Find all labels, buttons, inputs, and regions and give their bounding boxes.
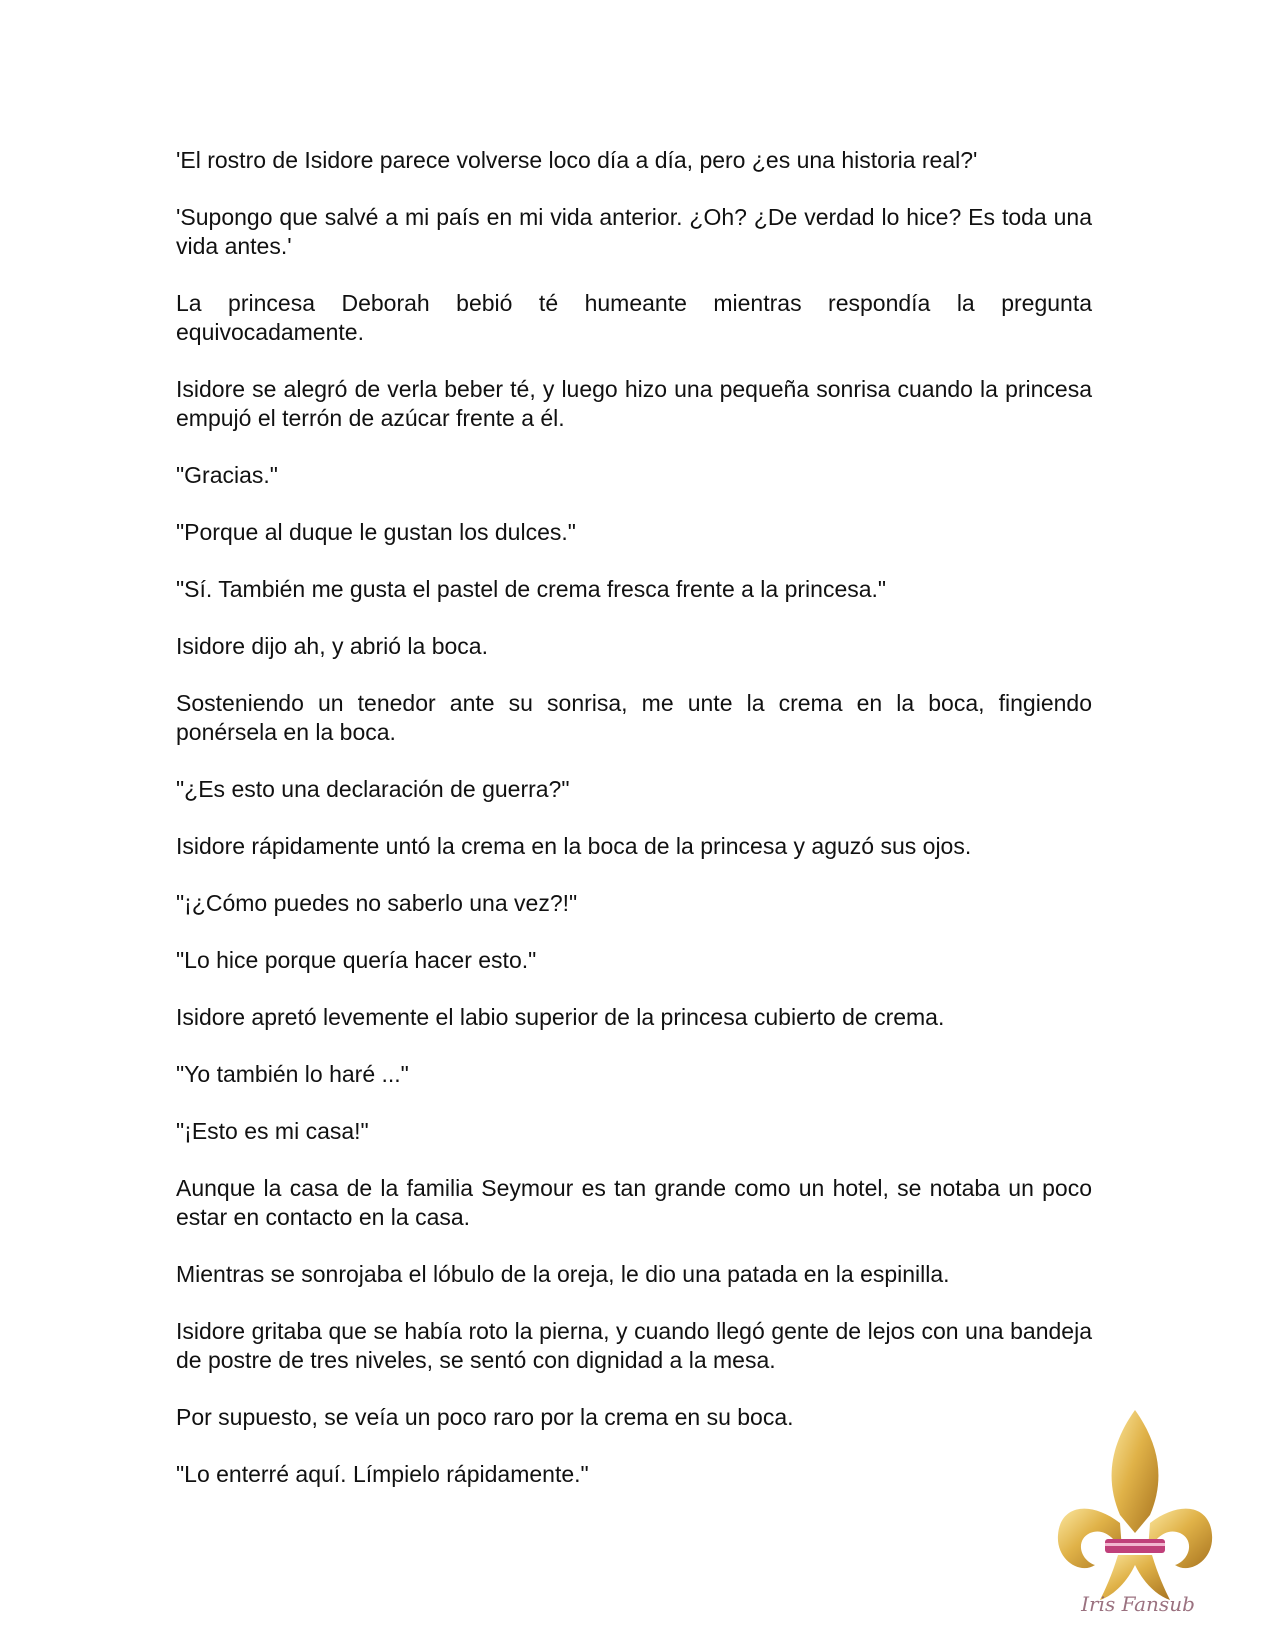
paragraph: "Yo también lo haré ..." [176, 1061, 409, 1087]
paragraph: Por supuesto, se veía un poco raro por la crema en su boca. [176, 1404, 794, 1430]
paragraph: "Gracias." [176, 462, 278, 488]
paragraph: Isidore gritaba que se había roto la pierna, y cuando llegó gente de lejos con una bandeja de postre de tres niveles, se sentó con dignidad a la mesa. [176, 1318, 1092, 1373]
paragraph: "¡¿Cómo puedes no saberlo una vez?!" [176, 890, 578, 916]
paragraph: Isidore se alegró de verla beber té, y luego hizo una pequeña sonrisa cuando la princesa empujó el terrón de azúcar frente a él. [176, 376, 1092, 431]
paragraph: "Porque al duque le gustan los dulces." [176, 519, 576, 545]
paragraph: "Lo enterré aquí. Límpielo rápidamente." [176, 1461, 589, 1487]
paragraph: La princesa Deborah bebió té humeante mientras respondía la pregunta equivocadamente. [176, 290, 1092, 345]
fleur-de-lis-icon [1050, 1405, 1220, 1620]
paragraph: "¿Es esto una declaración de guerra?" [176, 776, 570, 802]
watermark-text: Iris Fansub [1081, 1592, 1195, 1616]
paragraph: Mientras se sonrojaba el lóbulo de la oreja, le dio una patada en la espinilla. [176, 1261, 950, 1287]
text-body [176, 146, 1092, 1517]
paragraph: 'Supongo que salvé a mi país en mi vida anterior. ¿Oh? ¿De verdad lo hice? Es toda una vida antes.' [176, 204, 1092, 259]
paragraph: "¡Esto es mi casa!" [176, 1118, 369, 1144]
paragraph: "Lo hice porque quería hacer esto." [176, 947, 537, 973]
paragraph: Aunque la casa de la familia Seymour es tan grande como un hotel, se notaba un poco estar en contacto en la casa. [176, 1175, 1092, 1230]
paragraph: Isidore apretó levemente el labio superior de la princesa cubierto de crema. [176, 1004, 945, 1030]
paragraph: Isidore dijo ah, y abrió la boca. [176, 633, 488, 659]
paragraph: 'El rostro de Isidore parece volverse loco día a día, pero ¿es una historia real?' [176, 147, 978, 173]
paragraph: "Sí. También me gusta el pastel de crema fresca frente a la princesa." [176, 576, 887, 602]
paragraph: Sosteniendo un tenedor ante su sonrisa, me unte la crema en la boca, fingiendo ponérsela en la boca. [176, 690, 1092, 745]
paragraph: Isidore rápidamente untó la crema en la boca de la princesa y aguzó sus ojos. [176, 833, 972, 859]
